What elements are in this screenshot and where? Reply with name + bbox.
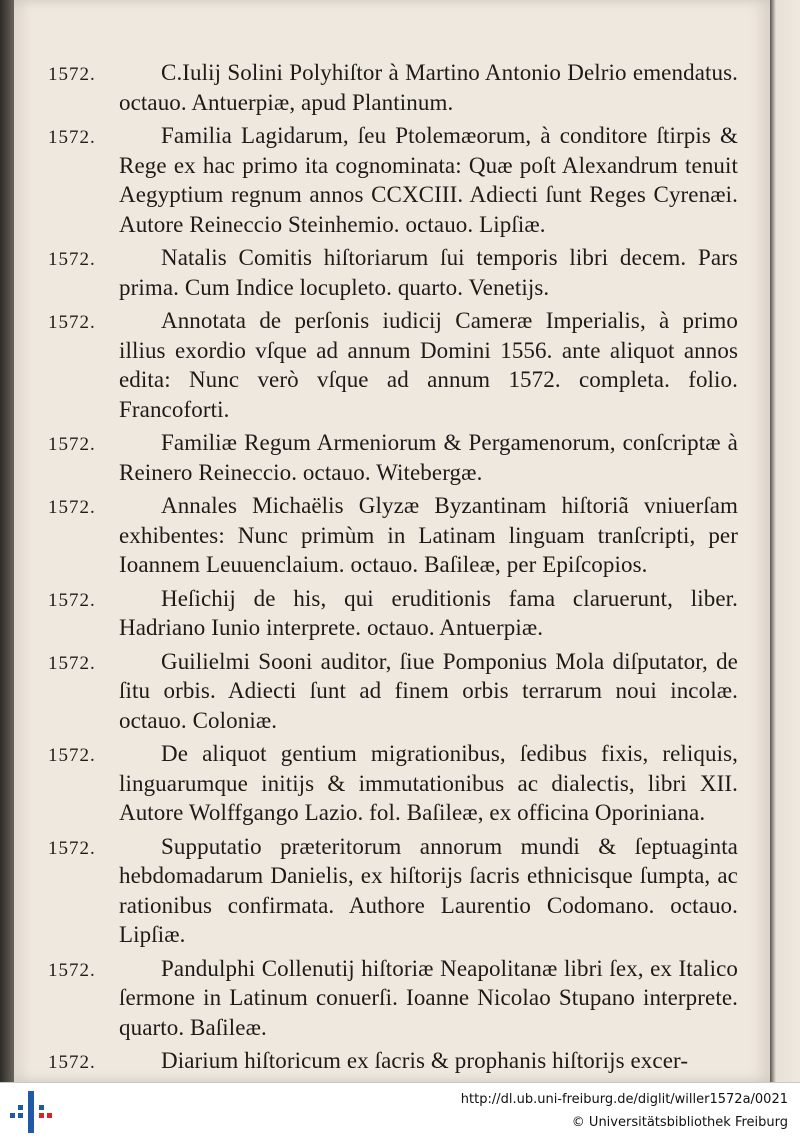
entry-text: Familia Lagidarum, ſeu Ptolemæorum, à conditore ſtirpis & Rege ex hac primo ita cognominata: Quæ poſt Alexandrum tenuit Aegyptium regnum annos CCXCIII. Adiecti ſunt Reges Cyrenæi. Autore Reineccio Steinhemio. octauo. Lipſiæ.	[119, 123, 738, 237]
catalog-entry	[48, 428, 738, 487]
catalog-entry	[48, 584, 738, 643]
catalog-entry	[48, 1046, 738, 1076]
page-url[interactable]: http://dl.ub.uni-freiburg.de/diglit/willer1572a/0021	[460, 1092, 788, 1107]
entry-year: 1572.	[48, 64, 96, 85]
catalog-entry	[48, 58, 738, 117]
entry-text: Supputatio præteritorum annorum mundi & ſeptuaginta hebdomadarum Danielis, ex hiſtorijs ſacris ethnicisque ſumpta, ac rationibus confirmata. Authore Laurentio Codomano. octauo. Lipſiæ.	[119, 833, 738, 947]
entry-year: 1572.	[48, 745, 96, 766]
entry-year: 1572.	[48, 837, 96, 859]
catalog-entry	[48, 243, 738, 302]
entry-year: 1572.	[48, 127, 96, 148]
catalog-entry	[48, 739, 738, 828]
gutter-shadow	[0, 0, 14, 1082]
entry-year: 1572.	[48, 497, 96, 518]
entry-text: Heſichij de his, qui eruditionis fama claruerunt, liber. Hadriano Iunio interprete. octauo. Antuerpiæ.	[119, 585, 738, 640]
entry-text: Natalis Comitis hiſtoriarum ſui temporis libri decem. Pars prima. Cum Indice locupleto. quarto. Venetijs.	[119, 245, 738, 300]
entry-text: Annotata de perſonis iudicij Cameræ Imperialis, à primo illius exordio vſque ad annum Domini 1556. ante aliquot annos edita: Nunc verò vſque ad annum 1572. completa. folio. Francoforti.	[119, 308, 738, 422]
book-page	[14, 0, 770, 1082]
entry-year: 1572.	[48, 249, 96, 270]
entry-text: Guilielmi Sooni auditor, ſiue Pomponius Mola diſputator, de ſitu orbis. Adiecti ſunt ad finem orbis terrarum noui incolæ. octauo. Coloniæ.	[119, 648, 738, 733]
copyright-notice: © Universitätsbibliothek Freiburg	[571, 1115, 788, 1130]
catalog-entry	[48, 491, 738, 580]
entry-year: 1572.	[48, 1052, 96, 1073]
entry-text: Familiæ Regum Armeniorum & Pergamenorum, conſcriptæ à Reinero Reineccio. octauo. Witebergæ.	[119, 430, 738, 485]
catalog-entry	[48, 832, 738, 950]
entry-text: Diarium hiſtoricum ex ſacris & prophanis hiſtorijs excer-	[161, 1048, 689, 1073]
catalog-entry	[48, 121, 738, 239]
entry-text: Annales Michaëlis Glyzæ Byzantinam hiſtoriã vniuerſam exhibentes: Nunc primùm in Latinam linguam tranſcripti, per Ioannem Leuuenclaium. octauo. Baſileæ, per Epiſcopios.	[119, 493, 738, 577]
entry-text: C.Iulij Solini Polyhiſtor à Martino Antonio Delrio emendatus. octauo. Antuerpiæ, apud Plantinum.	[119, 60, 738, 115]
ub-freiburg-logo-icon	[10, 1089, 54, 1135]
viewer-footer	[0, 1082, 800, 1141]
catalog-entry	[48, 647, 738, 736]
entry-text: De aliquot gentium migrationibus, ſedibus fixis, reliquis, linguarumque initijs & immutationibus ac dialectis, libri XII. Autore Wolffgango Lazio. fol. Baſileæ, ex officina Oporiniana.	[119, 741, 738, 825]
entry-year: 1572.	[48, 434, 96, 455]
entry-year: 1572.	[48, 312, 96, 333]
entry-year: 1572.	[48, 589, 96, 611]
next-page-edge	[770, 0, 800, 1082]
entry-year: 1572.	[48, 959, 96, 981]
catalog-entry	[48, 306, 738, 424]
catalog-entry	[48, 954, 738, 1043]
catalog-entries	[48, 58, 738, 1082]
entry-year: 1572.	[48, 652, 96, 674]
entry-text: Pandulphi Collenutij hiſtoriæ Neapolitanæ libri ſex, ex Italico ſermone in Latinum conuerſi. Ioanne Nicolao Stupano interprete. quarto. Baſileæ.	[119, 955, 738, 1040]
